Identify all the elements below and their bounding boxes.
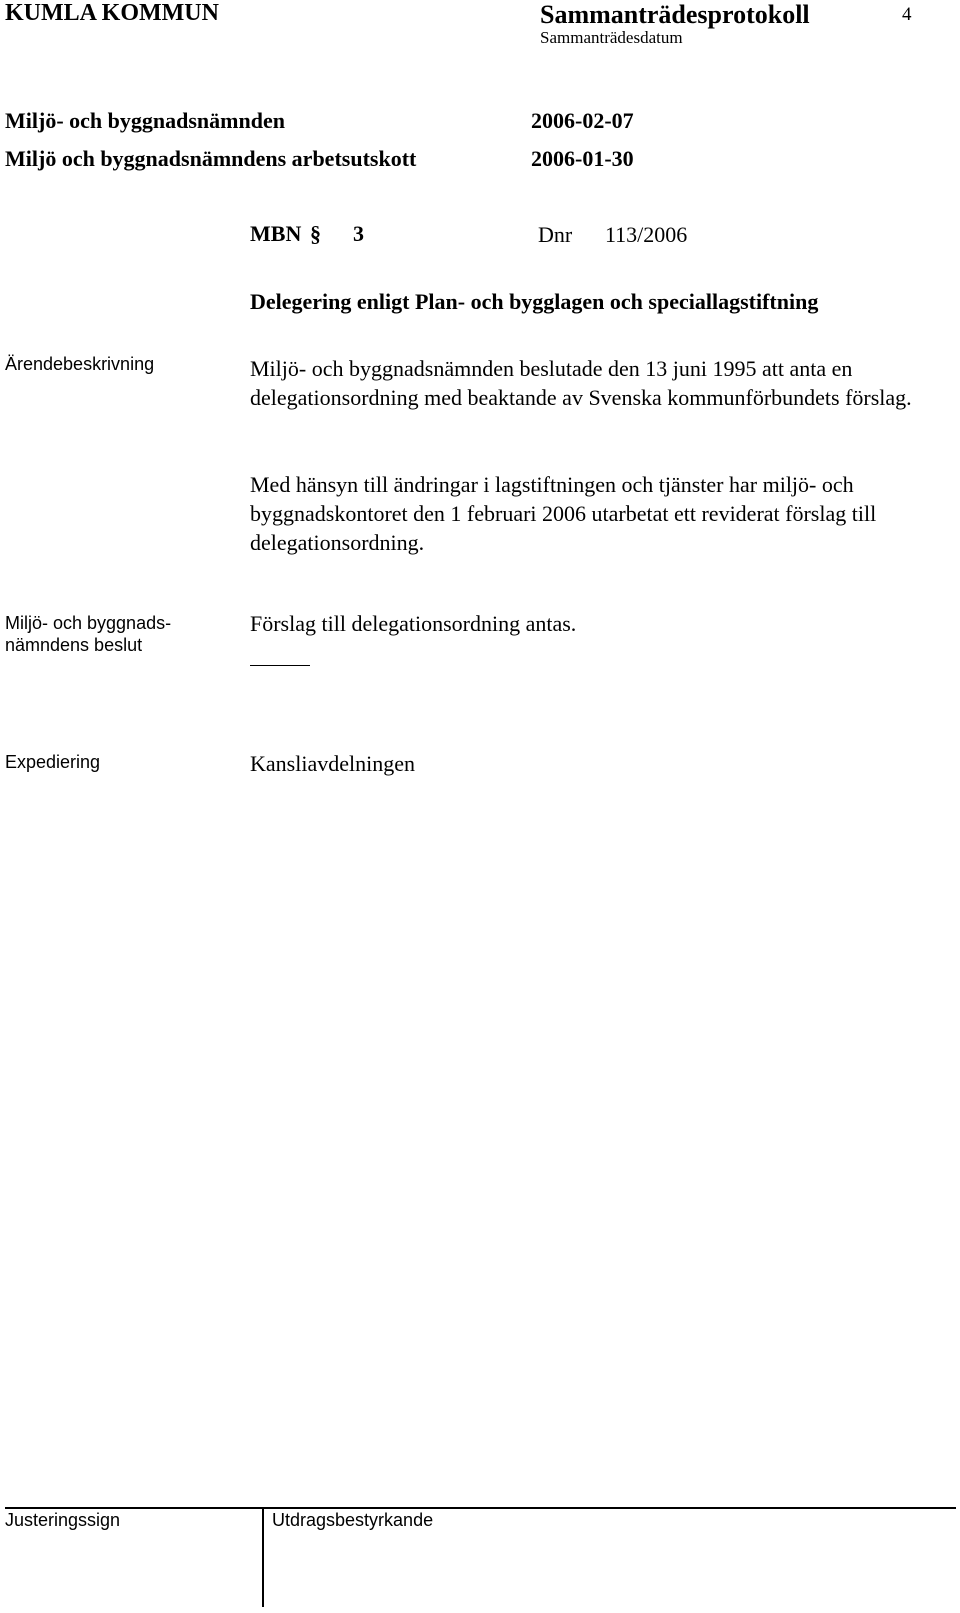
paragraph-heading: Delegering enligt Plan- och bygglagen och speciallagstiftning [250,289,819,314]
meeting-date-label: Sammanträdesdatum [540,28,683,47]
adjust-sign-label: Justeringssign [5,1510,121,1530]
committee-date: 2006-01-30 [531,146,634,171]
committee-date: 2006-02-07 [531,108,634,133]
dispatch-label: Expediering [5,752,101,772]
description-label: Ärendebeskrivning [5,354,155,374]
document-type: Sammanträdesprotokoll [540,0,810,29]
dnr-label: Dnr [538,222,573,247]
decision-underline [250,665,310,666]
dispatch-text: Kansliavdelningen [250,751,415,776]
dnr-value: 113/2006 [605,222,688,247]
description-paragraph: Med hänsyn till ändringar i lagstiftningen och tjänster har miljö- och byggnadskontoret den 1 februari 2006 utarbetat ett reviderat förslag till delegationsordning. [250,472,877,555]
decision-label-line: nämndens beslut [5,635,143,655]
section-sign: § [310,221,321,246]
certification-label: Utdragsbestyrkande [272,1510,434,1530]
paragraph-number: 3 [353,221,364,246]
decision-label [5,612,171,656]
description-paragraph: Miljö- och byggnadsnämnden beslutade den 13 juni 1995 att anta en delegationsordning med beaktande av Svenska kommunförbundets förslag. [250,356,912,410]
committee-name: Miljö- och byggnadsnämnden [5,108,285,133]
committee-name: Miljö och byggnadsnämndens arbetsutskott [5,146,417,171]
footer-divider [5,1507,956,1509]
paragraph-prefix: MBN [250,221,302,246]
organization-name: KUMLA KOMMUN [5,0,219,26]
footer-column-divider [262,1507,264,1607]
page-number: 4 [902,4,912,25]
decision-text: Förslag till delegationsordning antas. [250,611,577,636]
decision-label-line: Miljö- och byggnads- [5,613,172,633]
